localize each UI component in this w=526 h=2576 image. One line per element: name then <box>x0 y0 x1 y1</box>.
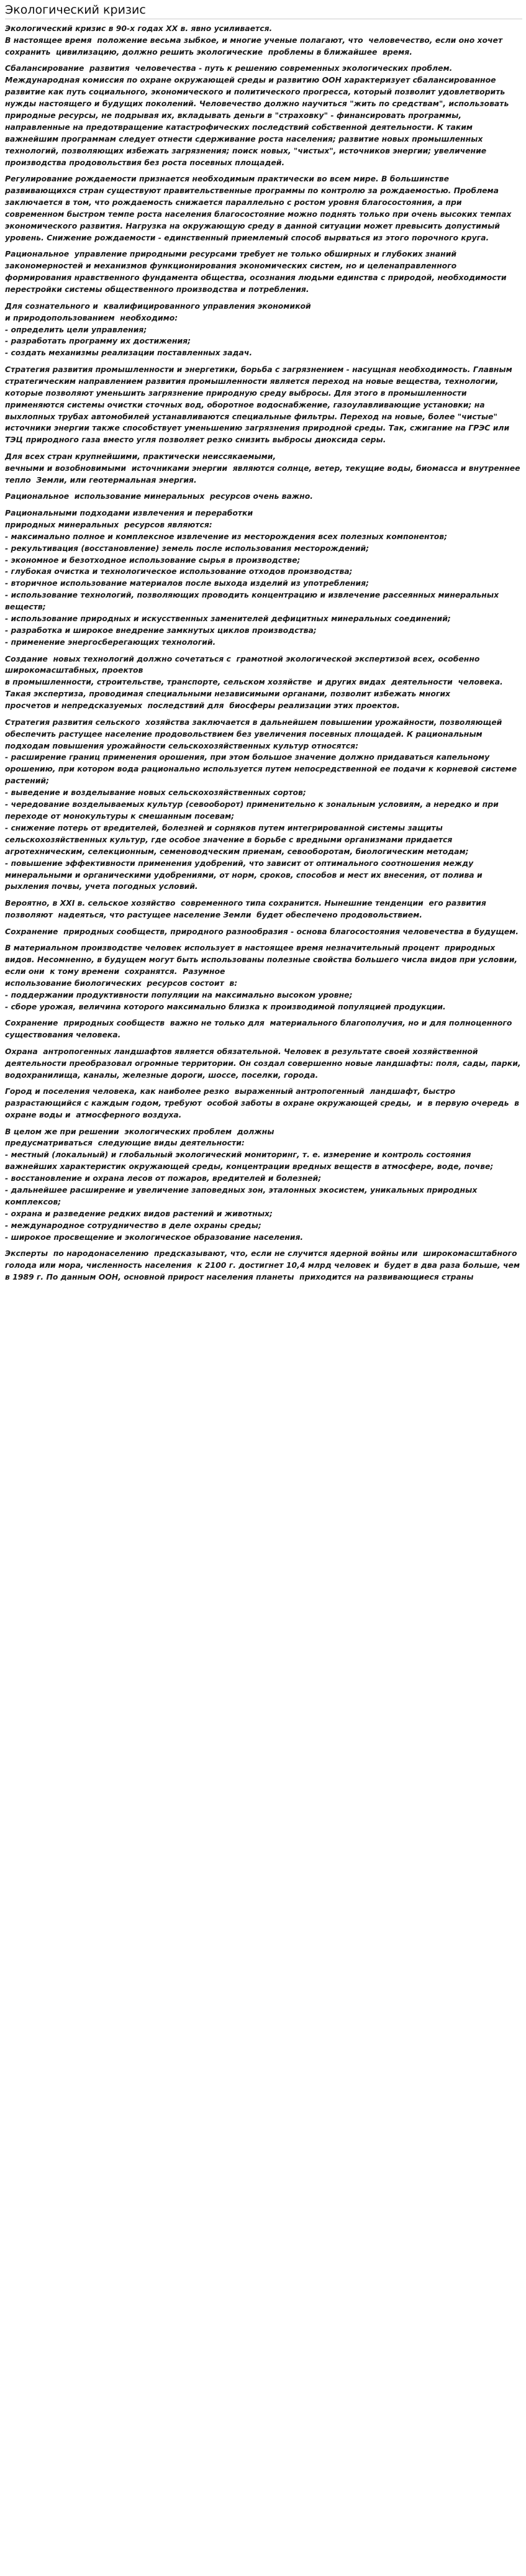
paragraph: Эксперты по народонаселению предсказывают, что, если не случится ядерной войны или широкомасштабного голода или мора, численность населения к 2100 г. достигнет 10,4 млрд человек и будет в два раза больше, чем в 1989 г. По данным ООН, основной прирост населения планеты приходится на развивающиеся страны <box>5 1249 525 1282</box>
paragraph: Сбалансирование развития человечества - путь к решению современных экологических проблем. Международная комиссия по охране окружающей среды и развитию ООН характеризует сбалансированное развитие как путь социального, экономического и политического прогресса, который позволит удовлетворить нужды настоящего и будущих поколений. Человечество должно научиться "жить по средствам", использовать природные ресурсы, не подрывая их, вкладывать деньги в "страховку" - финансировать программы, направленные на предотвращение катастрофических последствий собственной деятельности. К таким важнейшим программам следует отнести сдерживание роста населения; развитие новых промышленных технологий, позволяющих избежать загрязнения; поиск новых, "чистых", источников энергии; увеличение производства продовольствия без роста посевных площадей. <box>5 63 512 167</box>
paragraph: Экологический кризис в 90-х годах XX в. явно усиливается. В настоящее время положение весьма зыбкое, и многие ученые полагают, что человечество, если оно хочет сохранить цивилизацию, должно решить экологические проблемы в ближайшее время. <box>5 24 503 57</box>
paragraph: Регулирование рождаемости признается необходимым практически во всем мире. В большинстве развивающихся стран существуют правительственные программы по контролю за рождаемостью. Проблема заключается в том, что рождаемость снижается параллельно с ростом уровня благосостояния, а при современном быстром темпе роста населения благосостояние можно поднять только при очень высоких темпах экономического развития. Нагрузка на окружающую среду в данной ситуации может превысить допустимый уровень. Снижение рождаемости - единственный приемлемый способ вырваться из этого порочного круга. <box>5 174 514 242</box>
paragraph: В целом же при решении экологических проблем должны предусматриваться следующие виды деятельности: - местный (локальный) и глобальный экологический мониторинг, т. е. измерение и контроль состояния важнейших характеристик окружающей среды, концентрации вредных веществ в атмосфере, воде, почве; - восстановление и охрана лесов от пожаров, вредителей и болезней; - дальнейшее расширение и увеличение заповедных зон, эталонных экосистем, уникальных природных комплексов; - охрана и разведение редких видов растений и животных; - международное сотрудничество в деле охраны среды; - широкое просвещение и экологическое образование населения. <box>5 1126 494 1242</box>
paragraph: Рациональное использование минеральных ресурсов очень важно. <box>5 491 313 501</box>
paragraph: Создание новых технологий должно сочетаться с грамотной экологической экспертизой всех, особенно широкомасштабных, проектов в промышленности, строительстве, транспорте, сельском хозяйстве и других видах деятельности человека. Такая экспертиза, проводимая специальными независимыми органами, позволит избежать многих просчетов и непредсказуемых последствий для биосферы реализации этих проектов. <box>5 653 503 711</box>
paragraph: Сохранение природных сообществ, природного разнообразия - основа благосостояния человечества в будущем. <box>5 926 519 936</box>
paragraph: Для всех стран крупнейшими, практически неиссякаемыми, вечными и возобновимыми источниками энергии являются солнце, ветер, текущие воды, биомасса и внутреннее тепло Земли, или геотермальная энергия. <box>5 451 520 485</box>
article-body <box>5 23 525 1283</box>
paragraph: Сохранение природных сообществ важно не только для материального благополучия, но и для полноценного существования человека. <box>5 1018 512 1040</box>
page-title: Экологический кризис <box>5 2 522 19</box>
paragraph: Стратегия развития промышленности и энергетики, борьба с загрязнением - насущная необходимость. Главным стратегическим направлением развития промышленности является переход на новые вещества, технологии, которые позволяют уменьшить загрязнение природную среду выбросы. Для этого в промышленности применяются системы очистки сточных вод, оборотное водоснабжение, газоулавливающие установки; на выхлопных трубах автомобилей устанавливаются специальные фильтры. Переход на новые, более "чистые" источники энергии также способствует уменьшению загрязнения природной среды. Так, сжигание на ГРЭС или ТЭЦ природного газа вместо угля позволяет резко снизить выбросы диоксида серы. <box>5 364 515 445</box>
paragraph: Город и поселения человека, как наиболее резко выраженный антропогенный ландшафт, быстро разрастающийся с каждым годом, требуют особой заботы в охране окружающей среды, и в первую очередь в охране воды и атмосферного воздуха. <box>5 1086 522 1119</box>
paragraph: Рациональными подходами извлечения и переработки природных минеральных ресурсов являются: - максимально полное и комплексное извлечение из месторождения всех полезных компонентов; - рекультивация (восстановление) земель после использования месторождений; - экономное и безотходное использование сырья в производстве; - глубокая очистка и технологическое использование отходов производства; - вторичное использование материалов после выхода изделий из употребления; - использование технологий, позволяющих проводить концентрацию и извлечение рассеянных минеральных веществ; - использование природных и искусственных заменителей дефицитных минеральных соединений; - разработка и широкое внедрение замкнутых циклов производства; - применение энергосберегающих технологий. <box>5 507 499 647</box>
paragraph: Охрана антропогенных ландшафтов является обязательной. Человек в результате своей хозяйственной деятельности преобразовал огромные территории. Он создал совершенно новые ландшафты: поля, сады, парки, водохранилища, каналы, железные дороги, шоссе, поселки, города. <box>5 1046 524 1080</box>
paragraph: Вероятно, в XXI в. сельское хозяйство современного типа сохранится. Нынешние тенденции его развития позволяют надеяться, что растущее население Земли будет обеспечено продовольствием. <box>5 898 489 919</box>
paragraph: Стратегия развития сельского хозяйства заключается в дальнейшем повышении урожайности, позволяющей обеспечить растущее население продовольствием без увеличения посевных площадей. К рациональным подходам повышения урожайности сельскохозяйственных культур относятся: - расширение границ применения орошения, при этом большое значение должно придаваться капельному орошению, при котором вода рационально используется путем непосредственной ее подачи к корневой системе растений; - выведение и возделывание новых сельскохозяйственных сортов; - чередование возделываемых культур (севооборот) применительно к зональным условиям, а нередко и при переходе от монокультуры к смешанным посевам; - снижение потерь от вредителей, болезней и сорняков путем интегрированной системы защиты сельскохозяйственных культур, где особое значение в борьбе с вредными организмами придается агротехническим, селекционным, семеноводческим приемам, севооборотам, биологическим методам; - повышение эффективности применения удобрений, что зависит от оптимального соотношения между минеральными и органическими удобрениями, от норм, сроков, способов и мест их внесения, от полива и рыхления почвы, учета погодных условий. <box>5 717 517 891</box>
paragraph: В материальном производстве человек использует в настоящее время незначительный процент природных видов. Несомненно, в будущем могут быть использованы полезные свойства большего числа видов при условии, если они к тому времени сохранятся. Разумное использование биологических ресурсов состоит в: - поддержании продуктивности популяции на максимально высоком уровне; - сборе урожая, величина которого максимально близка к производимой популяцией продукции. <box>5 943 518 1011</box>
paragraph: Для сознательного и квалифицированного управления экономикой и природопользованием необходимо: - определить цели управления; - разработать программу их достижения; - создать механизмы реализации поставленных задач. <box>5 301 311 358</box>
paragraph: Рациональное управление природными ресурсами требует не только обширных и глубоких знаний закономерностей и механизмов функционирования экономических систем, но и целенаправленного формирования нравственного фундамента общества, осознания людьми единства с природой, необходимости перестройки системы общественного производства и потребления. <box>5 249 509 294</box>
